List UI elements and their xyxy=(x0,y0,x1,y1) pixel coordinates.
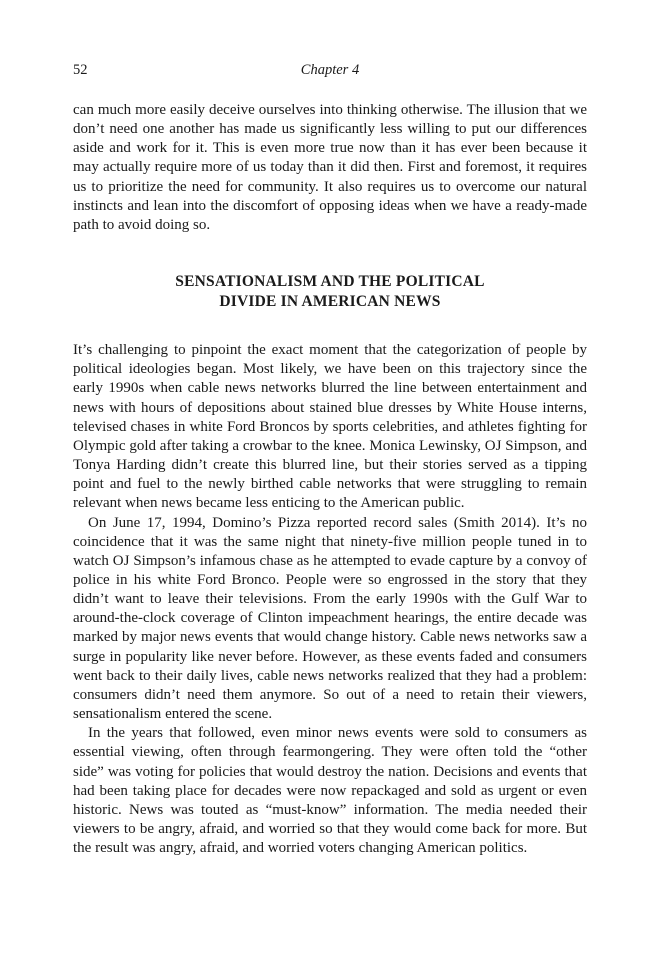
section-heading-line-2: DIVIDE IN AMERICAN NEWS xyxy=(219,293,441,311)
book-page xyxy=(73,62,587,858)
section-heading-line-1: SENSATIONALISM AND THE POLITICAL xyxy=(175,273,485,291)
section-heading xyxy=(73,272,587,312)
paragraph-continued: can much more easily deceive ourselves into thinking otherwise. The illusion that we don’t need one another has made us significantly less willing to put our differences aside and work for it. This is even more true now than it has ever been because it may actually require more of us today than it did then. First and foremost, it requires us to prioritize the need for community. It also requires us to overcome our natural instincts and lean into the discomfort of opposing ideas when we have a ready-made path to avoid doing so. xyxy=(73,102,587,233)
paragraph-2: On June 17, 1994, Domino’s Pizza reported record sales (Smith 2014). It’s no coincidence that it was the same night that ninety-five million people tuned in to watch OJ Simpson’s infamous chase as he attempted to evade capture by a convoy of police in his white Ford Bronco. People were so engrossed in the story that they didn’t want to leave their televisions. From the early 1990s with the Gulf War to around-the-clock coverage of Clinton impeachment hearings, the entire decade was marked by major news events that would change history. Cable news networks saw a surge in popularity like never before. However, as these events faded and consumers went back to their daily lives, cable news networks realized that they had a problem: consumers didn’t need them anymore. So out of a need to retain their viewers, sensationalism entered the scene. xyxy=(73,514,587,723)
paragraph-1: It’s challenging to pinpoint the exact moment that the categorization of people by political ideologies began. Most likely, we have been on this trajectory since the early 1990s when cable news networks blurred the line between entertainment and news with hours of depositions about stained blue dresses by White House interns, televised chases in white Ford Broncos by sports celebrities, and athletes fighting for Olympic gold after taking a crowbar to the knee. Monica Lewinsky, OJ Simpson, and Tonya Harding didn’t create this blurred line, but their stories served as a tipping point and fuel to the newly birthed cable networks that were struggling to remain relevant when news became less enticing to the American public. xyxy=(73,342,587,512)
page-number: 52 xyxy=(73,62,88,78)
running-head: Chapter 4 xyxy=(300,62,360,78)
paragraph-3: In the years that followed, even minor news events were sold to consumers as essential viewing, often through fearmongering. They were often told the “other side” was voting for policies that would destroy the nation. Decisions and events that had been taking place for decades were now repackaged and sold as urgent or even historic. News was touted as “must-know” information. The media needed their viewers to be angry, afraid, and worried so that they would come back for more. But the result was angry, afraid, and worried voters changing American politics. xyxy=(73,725,587,857)
page-header xyxy=(73,62,587,84)
body-text xyxy=(73,101,587,858)
